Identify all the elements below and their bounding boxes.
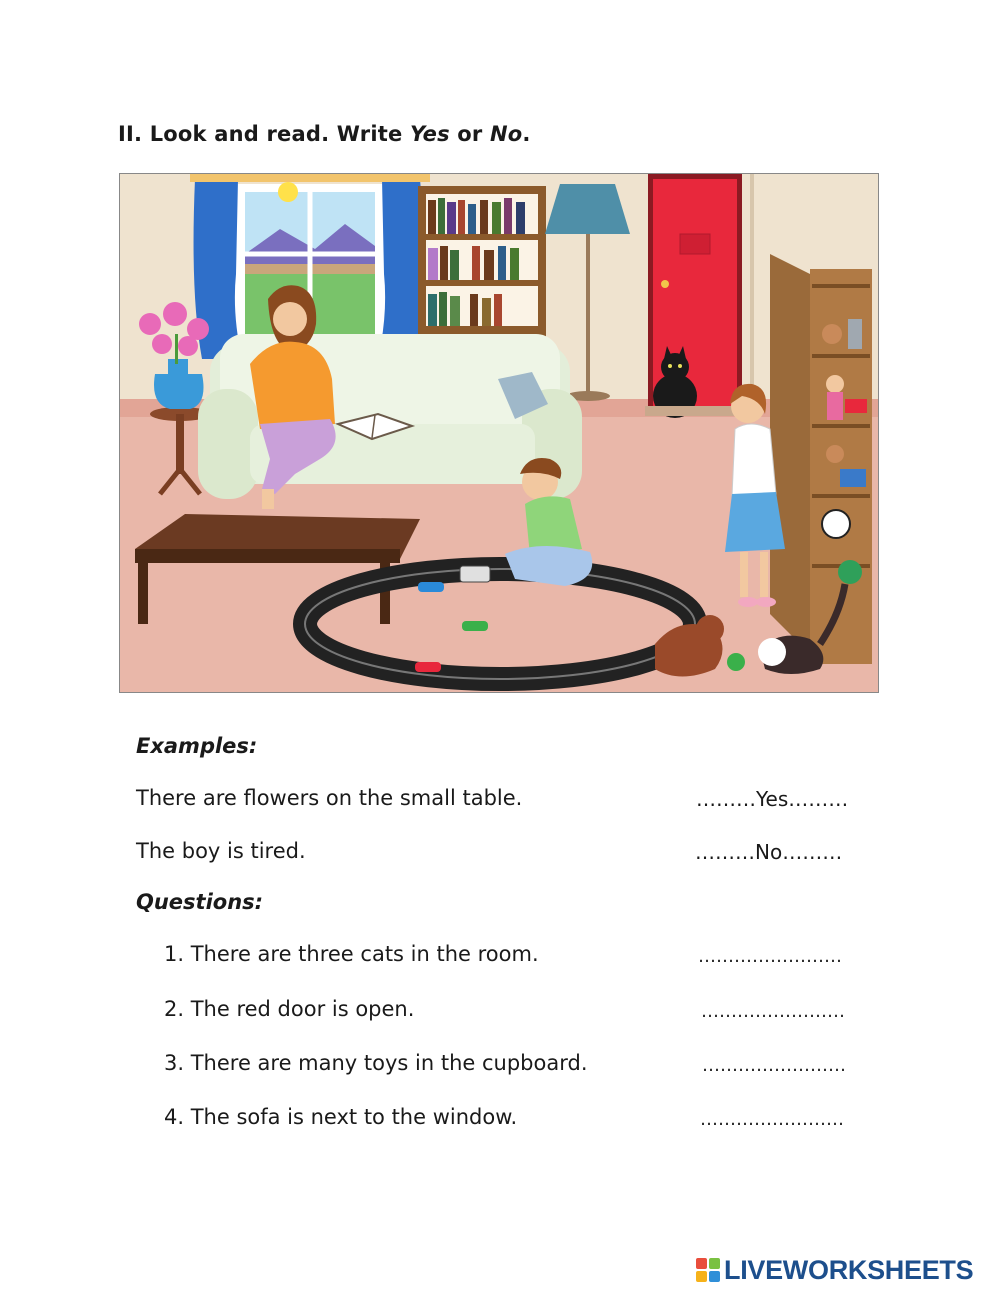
living-room-scene bbox=[120, 174, 879, 693]
examples-heading: Examples: bbox=[136, 734, 258, 758]
question-4-answer-input[interactable] bbox=[698, 1104, 844, 1130]
example-2-text: The boy is tired. bbox=[136, 839, 306, 863]
exercise-title: II. Look and read. Write Yes or No. bbox=[118, 122, 531, 146]
question-1-blank: …………………… bbox=[698, 946, 842, 967]
question-3-blank: …………………… bbox=[702, 1055, 846, 1076]
questions-heading: Questions: bbox=[136, 890, 264, 914]
logo-square-yellow bbox=[696, 1271, 707, 1282]
liveworksheets-brand bbox=[696, 1255, 973, 1285]
brand-name: LIVEWORKSHEETS bbox=[724, 1254, 974, 1285]
logo-square-blue bbox=[709, 1271, 720, 1282]
question-3-answer-input[interactable] bbox=[700, 1050, 846, 1076]
question-1-answer-input[interactable] bbox=[696, 941, 842, 967]
logo-square-red bbox=[696, 1258, 707, 1269]
question-2-blank: …………………… bbox=[701, 1001, 845, 1022]
question-4-blank: …………………… bbox=[700, 1109, 844, 1130]
liveworksheets-logo-icon bbox=[696, 1258, 720, 1282]
question-4-text: 4. The sofa is next to the window. bbox=[164, 1105, 518, 1129]
living-room-illustration bbox=[119, 173, 879, 693]
example-1-text: There are flowers on the small table. bbox=[136, 786, 523, 810]
logo-square-green bbox=[709, 1258, 720, 1269]
example-2-answer: ………No……… bbox=[695, 840, 843, 864]
question-1-text: 1. There are three cats in the room. bbox=[164, 942, 539, 966]
question-2-text: 2. The red door is open. bbox=[164, 997, 415, 1021]
example-1-answer: ………Yes……… bbox=[696, 787, 849, 811]
question-3-text: 3. There are many toys in the cupboard. bbox=[164, 1051, 588, 1075]
question-2-answer-input[interactable] bbox=[699, 996, 845, 1022]
